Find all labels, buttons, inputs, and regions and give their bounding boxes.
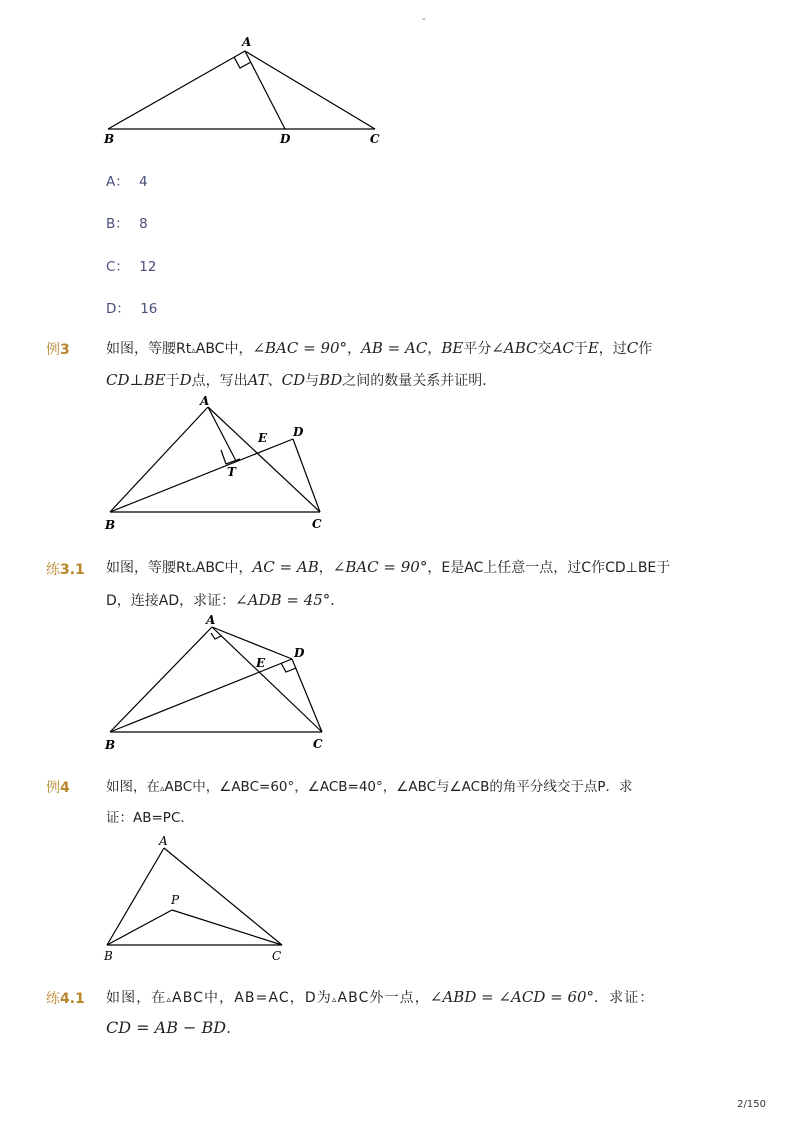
text: ．求证： [594, 990, 655, 1006]
exercise-4-1-line-1 [106, 987, 654, 1010]
option-letter: B： [106, 216, 129, 232]
example-4-line-2 [106, 808, 194, 828]
figure-3-svg [100, 612, 340, 754]
tag-number: 3 [60, 342, 70, 358]
segment-ab [110, 627, 212, 732]
segment-cd [292, 659, 322, 732]
label-a: A [242, 35, 252, 49]
text: ， [427, 341, 442, 357]
label-p: P [171, 893, 180, 907]
text: ． [330, 593, 345, 609]
label-a: A [206, 613, 216, 627]
example-4-line-1 [106, 777, 633, 799]
math: AC = AB [252, 558, 319, 576]
figure-2 [100, 395, 340, 535]
tag-prefix: 练 [46, 991, 60, 1007]
figure-3 [100, 612, 340, 754]
option-value: 4 [139, 174, 148, 190]
option-letter: C： [106, 259, 129, 275]
text: 如图，等腰Rt [106, 560, 192, 576]
option-value: 12 [139, 259, 157, 275]
math: CD [281, 371, 306, 389]
text: ABC中，∠ABC=60°，∠ACB=40°，∠ABC与∠ACB的角平分线交于点P．求 [164, 779, 633, 795]
tag-number: 4 [60, 780, 70, 796]
math: AT [247, 371, 268, 389]
text: D，连接AD，求证： [106, 593, 236, 609]
header-mark: - [422, 14, 426, 25]
text: 如图，在 [106, 779, 160, 795]
example-4-tag [46, 777, 70, 797]
label-a: A [159, 834, 168, 848]
segment-ad [212, 627, 292, 659]
label-d: D [293, 425, 304, 439]
text: 与 [305, 373, 320, 389]
label-c: C [370, 132, 380, 146]
example-3-line-2 [106, 370, 496, 391]
math: ∠BAC = 90° [332, 558, 428, 576]
triangle-symbol: ▵ [331, 995, 338, 1005]
math: ∠ABD = ∠ACD = 60° [429, 988, 595, 1006]
text: 于 [165, 373, 180, 389]
text: 点，写出 [191, 373, 248, 389]
segment-ab [108, 51, 245, 129]
label-c: C [313, 737, 323, 751]
label-e: E [256, 656, 266, 670]
label-b: B [105, 738, 116, 752]
exercise-4-1-line-2 [106, 1018, 231, 1039]
math: ∠ADB = 45° [235, 591, 331, 609]
text: ， [318, 560, 333, 576]
text: 证：AB=PC． [106, 810, 194, 826]
text: 作 [638, 341, 653, 357]
label-b: B [104, 132, 115, 146]
exercise-4-1-tag [46, 988, 85, 1008]
exercise-3-1-tag [46, 559, 85, 579]
text: ABC外一点， [337, 990, 430, 1006]
figure-4-svg [100, 832, 300, 966]
segment-ab [110, 407, 208, 512]
math: ∠ABC [491, 339, 538, 357]
text: . [226, 1019, 231, 1037]
label-c: C [272, 949, 282, 963]
segment-bd [110, 439, 293, 512]
exercise-3-1-line-1 [106, 557, 670, 580]
math: BD [319, 371, 343, 389]
option-value: 16 [140, 301, 158, 317]
label-a: A [200, 394, 210, 408]
math: CD = AB − BD [106, 1018, 227, 1037]
triangle-symbol: ▵ [191, 346, 196, 356]
option-d[interactable] [106, 297, 157, 317]
triangle-symbol: ▵ [191, 565, 196, 575]
text: 交 [537, 341, 552, 357]
label-d: D [280, 132, 291, 146]
example-3-tag [46, 339, 70, 359]
tag-prefix: 例 [46, 342, 60, 358]
segment-ac [164, 848, 282, 945]
figure-1 [100, 36, 400, 151]
triangle-symbol: ▵ [160, 784, 165, 794]
segment-ac [212, 627, 322, 732]
label-t: T [227, 465, 236, 479]
tag-prefix: 例 [46, 780, 60, 796]
math: D [179, 371, 192, 389]
math: ∠BAC = 90° [252, 339, 348, 357]
figure-4 [100, 832, 300, 966]
text: ， [347, 341, 362, 357]
text: 于 [573, 341, 588, 357]
label-b: B [105, 518, 116, 532]
option-b[interactable] [106, 212, 148, 232]
math: AC [551, 339, 574, 357]
math: BE [441, 339, 464, 357]
text: 平分 [463, 341, 492, 357]
label-b: B [104, 949, 113, 963]
math: CD⊥BE [106, 371, 166, 389]
option-letter: A： [106, 174, 129, 190]
label-d: D [294, 646, 305, 660]
option-letter: D： [106, 301, 130, 317]
label-c: C [312, 517, 322, 531]
text: ABC中， [195, 341, 253, 357]
text: ，E是AC上任意一点，过C作CD⊥BE于 [427, 560, 671, 576]
tag-number: 4.1 [60, 991, 85, 1007]
text: 如图，等腰Rt [106, 341, 192, 357]
tag-prefix: 练 [46, 562, 60, 578]
math: AB = AC [361, 339, 428, 357]
text: ，过 [598, 341, 627, 357]
tag-number: 3.1 [60, 562, 85, 578]
math: E [587, 339, 599, 357]
option-value: 8 [139, 216, 148, 232]
text: ABC中， [195, 560, 253, 576]
figure-1-svg [100, 36, 400, 151]
option-a[interactable] [106, 170, 148, 190]
label-e: E [258, 431, 268, 445]
text: ABC中，AB=AC，D为 [172, 990, 332, 1006]
example-3-line-1 [106, 338, 652, 361]
triangle-symbol: ▵ [166, 995, 173, 1005]
math: C [626, 339, 639, 357]
option-c[interactable] [106, 255, 156, 275]
exercise-3-1-line-2 [106, 590, 344, 611]
figure-2-svg [100, 395, 340, 535]
page-number: 2/150 [737, 1099, 766, 1110]
text: 之间的数量关系并证明． [342, 373, 497, 389]
segment-cd [293, 439, 320, 512]
segment-pc [172, 910, 282, 945]
text: 如图，在 [106, 990, 167, 1006]
text: 、 [267, 373, 282, 389]
segment-ab [107, 848, 164, 945]
